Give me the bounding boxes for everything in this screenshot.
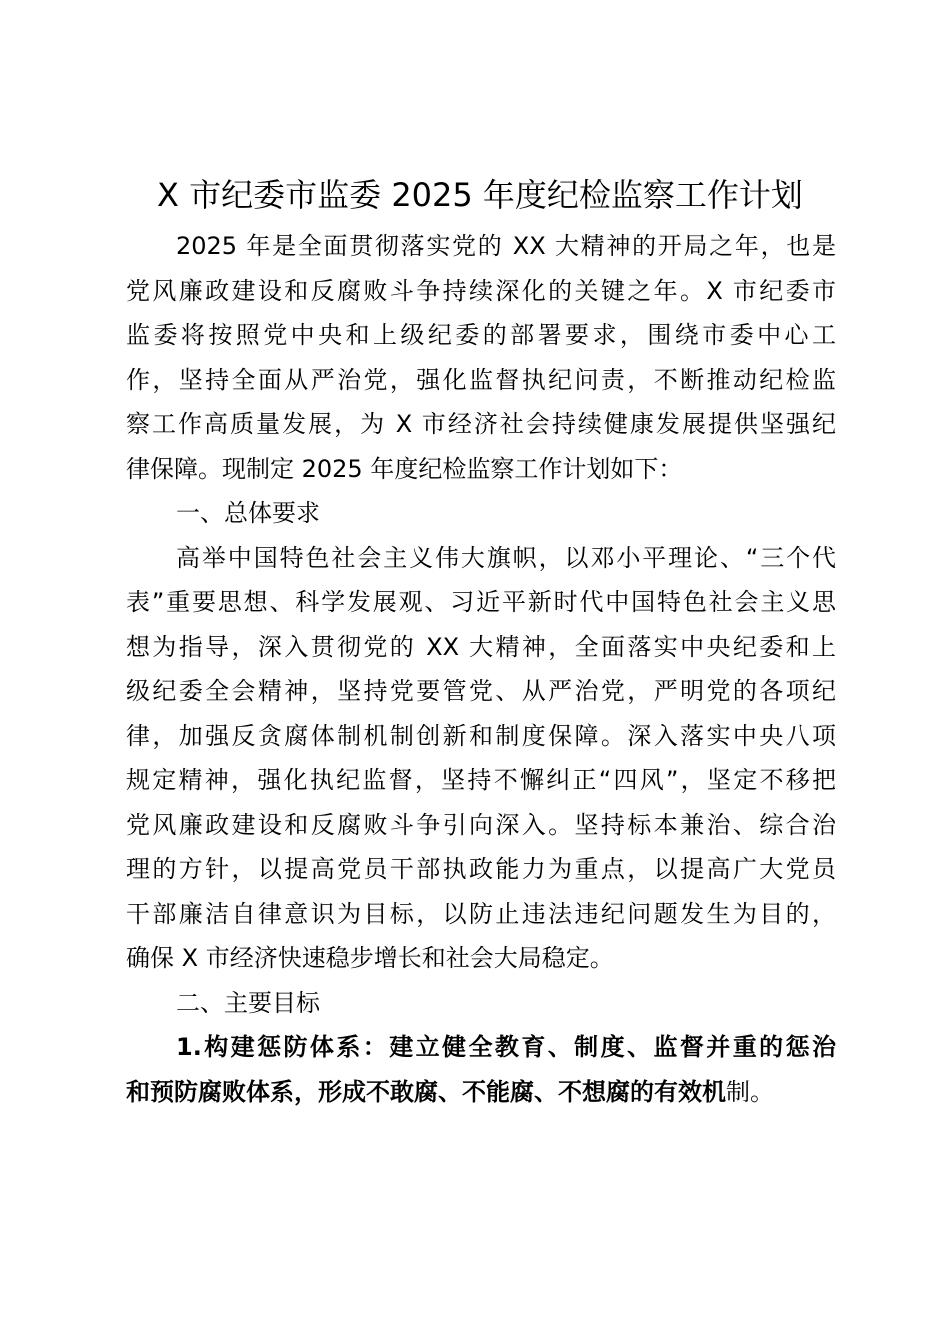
section1-line: 级纪委全会精神，坚持党要管党、从严治党，严明党的各项纪 (126, 677, 836, 705)
section1-line: 党风廉政建设和反腐败斗争引向深入。坚持标本兼治、综合治 (126, 810, 836, 839)
document-body (126, 224, 836, 1114)
section-heading-general-requirements: 一、总体要求 (176, 499, 320, 527)
goal-1-line: 1.构建惩防体系：建立健全教育、制度、监督并重的惩治 (176, 1033, 836, 1061)
section1-line: 表”重要思想、科学发展观、习近平新时代中国特色社会主义思 (126, 588, 836, 616)
intro-line: 作，坚持全面从严治党，强化监督执纪问责，不断推动纪检监 (126, 365, 836, 394)
section1-line: 干部廉洁自律意识为目标，以防止违法违纪问题发生为目的， (126, 899, 836, 928)
intro-line: 监委将按照党中央和上级纪委的部署要求，围绕市委中心工 (126, 321, 836, 349)
section-heading-main-goals: 二、主要目标 (176, 988, 320, 1017)
intro-line: 2025 年是全面贯彻落实党的 XX 大精神的开局之年，也是 (176, 232, 836, 260)
goal-1-bold-text: 和预防腐败体系，形成不敢腐、不能腐、不想腐的有效机 (126, 1077, 726, 1106)
section1-line: 理的方针，以提高党员干部执政能力为重点，以提高广大党员 (126, 855, 836, 883)
document-title: X 市纪委市监委 2025 年度纪检监察工作计划 (157, 176, 803, 214)
intro-line: 律保障。现制定 2025 年度纪检监察工作计划如下： (126, 454, 683, 483)
section1-line: 律，加强反贪腐体制机制创新和制度保障。深入落实中央八项 (126, 721, 836, 750)
section1-line: 规定精神，强化执纪监督，坚持不懈纠正“四风”，坚定不移把 (126, 766, 836, 794)
section1-line: 高举中国特色社会主义伟大旗帜，以邓小平理论、“三个代 (176, 543, 836, 572)
intro-line: 察工作高质量发展，为 X 市经济社会持续健康发展提供坚强纪 (126, 410, 836, 438)
section1-line: 想为指导，深入贯彻党的 XX 大精神，全面落实中央纪委和上 (126, 632, 836, 661)
section1-line: 确保 X 市经济快速稳步增长和社会大局稳定。 (126, 944, 614, 972)
intro-line: 党风廉政建设和反腐败斗争持续深化的关键之年。X 市纪委市 (126, 276, 836, 305)
goal-1-line-2 (126, 1070, 836, 1115)
goal-1-tail-text: 制。 (726, 1077, 774, 1106)
